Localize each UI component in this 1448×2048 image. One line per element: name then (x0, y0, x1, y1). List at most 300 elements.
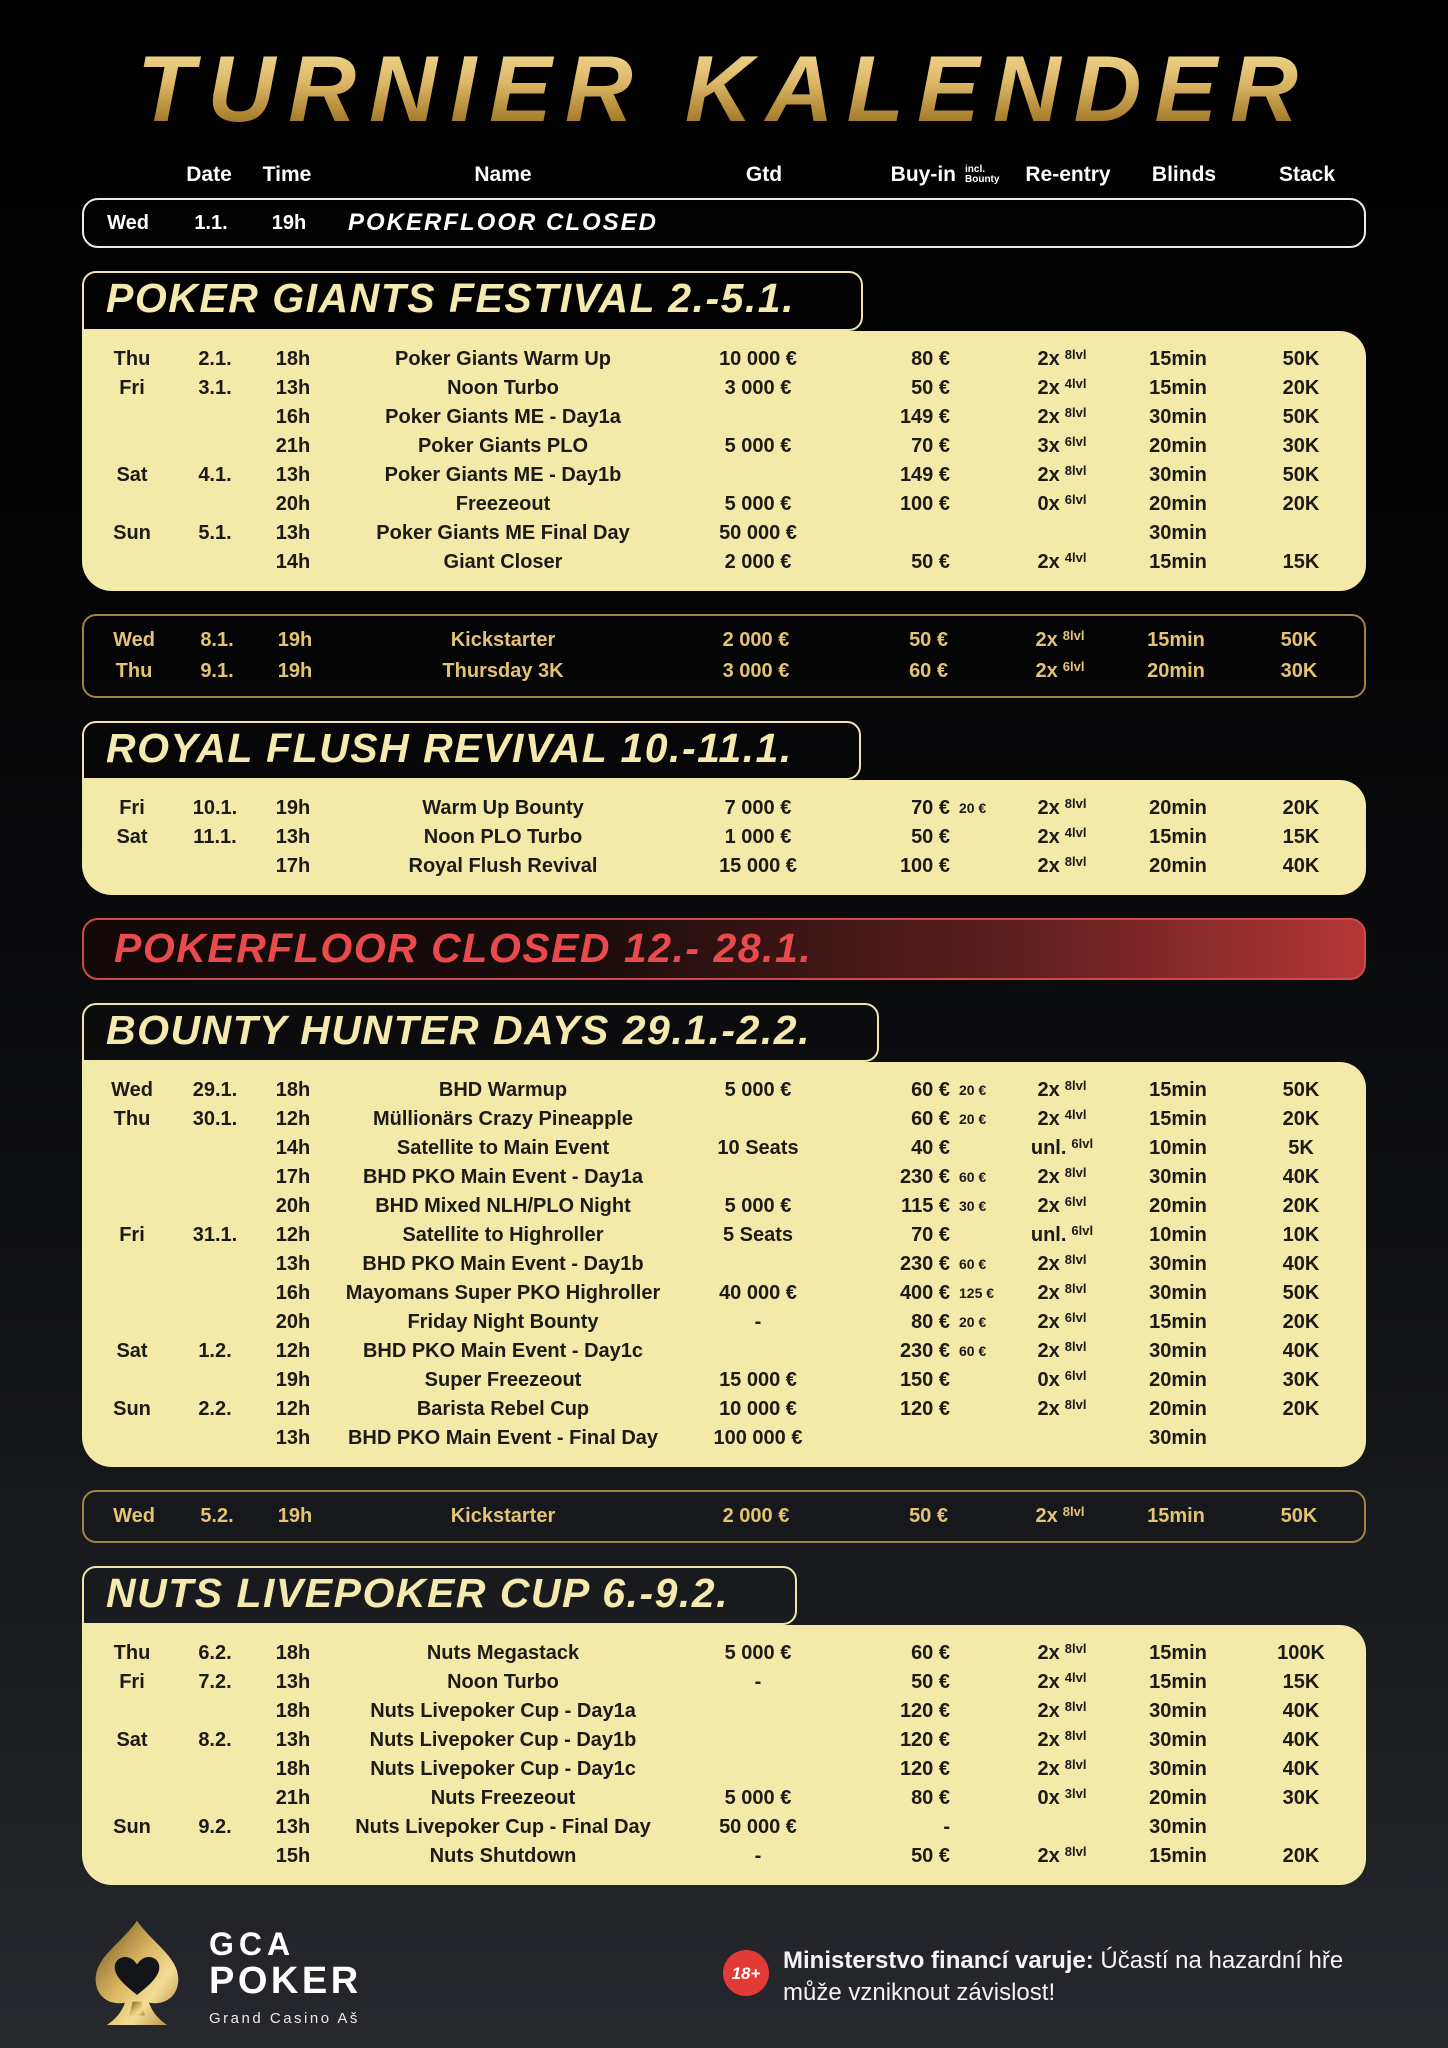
cell-blinds: 15min (1147, 628, 1205, 651)
cell-buyin: 70 € (911, 1223, 950, 1246)
col-header-buyin-note (958, 165, 1016, 185)
cell-buyin: - (943, 1815, 950, 1838)
table-row (88, 461, 1360, 490)
cell-reentry (1010, 1137, 1114, 1160)
cell-stack: 20K (1282, 1844, 1320, 1867)
cell-stack: 40K (1282, 1728, 1320, 1751)
cell-time: 20h (275, 492, 311, 515)
buyin-note-line2: Bounty (965, 174, 1000, 186)
reentry-level-limit: 8lvl (1064, 1251, 1087, 1267)
cell-reentry (1010, 493, 1114, 516)
cell-buyin: 70 € (911, 434, 950, 457)
table-row (88, 1250, 1360, 1279)
cell-time: 14h (275, 550, 311, 573)
reentry-level-limit: 6lvl (1064, 1193, 1087, 1209)
cell-buyin: 50 € (911, 1670, 950, 1693)
cell-date: 9.2. (198, 1815, 232, 1838)
cell-gtd: 50 000 € (719, 1815, 797, 1838)
cell-blinds: 20min (1149, 1194, 1207, 1217)
cell-blinds: 20min (1149, 1786, 1207, 1809)
table-row (88, 432, 1360, 461)
cell-time: 18h (275, 1699, 311, 1722)
cell-stack: 20K (1282, 796, 1320, 819)
cell-time: 13h (275, 1728, 311, 1751)
blocks (82, 198, 1366, 1884)
reentry-multiplier: 2x (1037, 1078, 1060, 1101)
reentry-level-limit: 6lvl (1064, 433, 1087, 449)
cell-name: BHD Warmup (438, 1078, 568, 1101)
cell-blinds: 30min (1149, 1281, 1207, 1304)
cell-buyin: 50 € (911, 550, 950, 573)
cell-time: 19h (271, 211, 307, 234)
cell-stack: 50K (1282, 1281, 1320, 1304)
reentry-level-limit: 8lvl (1064, 1640, 1087, 1656)
reentry-level-limit: 8lvl (1064, 1698, 1087, 1714)
cell-gtd: 5 000 € (724, 492, 792, 515)
cell-reentry (1010, 377, 1114, 400)
cell-blinds: 10min (1149, 1223, 1207, 1246)
cell-blinds: 15min (1149, 1107, 1207, 1130)
cell-time: 13h (275, 1252, 311, 1275)
cell-name: BHD Mixed NLH/PLO Night (375, 1194, 631, 1217)
cell-buyin: 50 € (911, 376, 950, 399)
cell-blinds: 30min (1149, 463, 1207, 486)
cell-gtd: 10 Seats (717, 1136, 799, 1159)
cell-name: Super Freezeout (424, 1368, 582, 1391)
cell-reentry (1010, 1845, 1114, 1868)
cell-stack: 40K (1282, 1757, 1320, 1780)
cell-buyin: 80 € (911, 1786, 950, 1809)
cell-reentry (1010, 1671, 1114, 1694)
cell-stack: 15K (1282, 825, 1320, 848)
table-row (88, 823, 1360, 852)
cell-buyin: 149 € (899, 405, 950, 428)
table-row (88, 1279, 1360, 1308)
table-row (88, 852, 1360, 881)
cell-blinds: 20min (1149, 492, 1207, 515)
cell-stack: 30K (1282, 434, 1320, 457)
festival-header-title: POKER GIANTS FESTIVAL 2.-5.1. (106, 275, 795, 322)
cell-buyin: 120 € (899, 1757, 950, 1780)
col-header-reentry: Re-entry (1025, 163, 1111, 187)
cell-stack: 40K (1282, 854, 1320, 877)
reentry-multiplier: 2x (1037, 1310, 1060, 1333)
cell-stack: 40K (1282, 1165, 1320, 1188)
cell-blinds: 15min (1149, 1670, 1207, 1693)
cell-time: 20h (275, 1194, 311, 1217)
cell-time: 13h (275, 463, 311, 486)
cell-reentry (1010, 826, 1114, 849)
reentry-level-limit: 8lvl (1064, 1756, 1087, 1772)
reentry-multiplier: 2x (1037, 1165, 1060, 1188)
cell-buyin: 40 € (911, 1136, 950, 1159)
logo-text (209, 1928, 362, 2026)
content (82, 158, 1366, 1884)
cell-name: Mayomans Super PKO Highroller (345, 1281, 661, 1304)
warning-text-bold: Ministerstvo financí varuje: (783, 1947, 1094, 1975)
cell-reentry (1010, 464, 1114, 487)
cell-buyin: 50 € (909, 1504, 948, 1527)
cell-reentry (1010, 1195, 1114, 1218)
reentry-level-limit: 6lvl (1071, 1222, 1094, 1238)
cell-reentry (1010, 797, 1114, 820)
reentry-level-limit: 8lvl (1064, 404, 1087, 420)
spade-heart-logo-icon (85, 1919, 189, 2036)
cell-time: 16h (275, 1281, 311, 1304)
pokerfloor-closed-banner (82, 918, 1366, 980)
cell-stack: 40K (1282, 1339, 1320, 1362)
cell-bounty-amount: 60 € (959, 1169, 987, 1186)
cell-day: Thu (115, 659, 153, 682)
cell-stack: 30K (1282, 1786, 1320, 1809)
cell-name: Friday Night Bounty (407, 1310, 599, 1333)
table-row (88, 1668, 1360, 1697)
reentry-multiplier: unl. (1030, 1136, 1067, 1159)
reentry-multiplier: 2x (1037, 1641, 1060, 1664)
festival-table (82, 331, 1366, 591)
cell-day: Sun (113, 1397, 151, 1420)
cell-buyin: 230 € (899, 1165, 950, 1188)
cell-stack: 40K (1282, 1252, 1320, 1275)
cell-name: Barista Rebel Cup (416, 1397, 590, 1420)
reentry-multiplier: 2x (1037, 1339, 1060, 1362)
reentry-level-limit: 6lvl (1062, 658, 1085, 674)
cell-gtd: 15 000 € (719, 854, 797, 877)
cell-date: 8.1. (200, 628, 234, 651)
cell-time: 13h (275, 376, 311, 399)
cell-reentry (1010, 1311, 1114, 1334)
cell-buyin: 70 € (911, 796, 950, 819)
cell-stack: 50K (1282, 463, 1320, 486)
reentry-level-limit: 4lvl (1064, 1669, 1087, 1685)
cell-name: Nuts Livepoker Cup - Final Day (355, 1815, 651, 1838)
cell-buyin: 400 € (899, 1281, 950, 1304)
cell-name: Noon Turbo (447, 1670, 559, 1693)
cell-reentry (1010, 1787, 1114, 1810)
col-header-time: Time (262, 163, 312, 187)
cell-bounty-amount: 20 € (959, 1082, 987, 1099)
reentry-level-limit: 8lvl (1064, 1164, 1087, 1180)
cell-time: 15h (275, 1844, 311, 1867)
cell-name: Nuts Freezeout (430, 1786, 576, 1809)
cell-name: BHD PKO Main Event - Day1c (362, 1339, 644, 1362)
festival-section (82, 1566, 1366, 1885)
cell-name: Nuts Livepoker Cup - Day1a (370, 1699, 636, 1722)
kickstarter-rows-panel (82, 1490, 1366, 1543)
reentry-level-limit: 8lvl (1064, 1843, 1087, 1859)
table-row (88, 1639, 1360, 1668)
page-title: TURNIER KALENDER (0, 46, 1448, 132)
table-row (88, 1842, 1360, 1871)
cell-name: Noon PLO Turbo (423, 825, 583, 848)
cell-time: 19h (275, 1368, 311, 1391)
col-header-date: Date (186, 163, 232, 187)
reentry-multiplier: 2x (1035, 628, 1058, 651)
cell-time: 18h (275, 1641, 311, 1664)
table-row (88, 1192, 1360, 1221)
cell-date: 4.1. (198, 463, 232, 486)
festival-header-title: ROYAL FLUSH REVIVAL 10.-11.1. (106, 724, 793, 771)
reentry-multiplier: 0x (1037, 1368, 1060, 1391)
cell-reentry (1010, 1642, 1114, 1665)
cell-blinds: 20min (1147, 659, 1205, 682)
cell-buyin: 50 € (909, 628, 948, 651)
cell-buyin: 60 € (911, 1107, 950, 1130)
col-header-gtd: Gtd (745, 163, 783, 187)
cell-name: BHD PKO Main Event - Final Day (347, 1426, 659, 1449)
cell-blinds: 30min (1149, 1815, 1207, 1838)
cell-gtd: 5 Seats (722, 1223, 794, 1246)
cell-day: Fri (119, 1223, 145, 1246)
cell-gtd: 10 000 € (719, 347, 797, 370)
cell-name: Nuts Megastack (426, 1641, 580, 1664)
table-row (88, 1076, 1360, 1105)
cell-reentry (1010, 1166, 1114, 1189)
cell-blinds: 15min (1149, 376, 1207, 399)
cell-time: 13h (275, 825, 311, 848)
cell-time: 18h (275, 1757, 311, 1780)
cell-time: 14h (275, 1136, 311, 1159)
cell-gtd: 3 000 € (722, 659, 790, 682)
festival-header (82, 1566, 797, 1625)
cell-stack: 50K (1282, 1078, 1320, 1101)
cell-day: Fri (119, 796, 145, 819)
cell-reentry (1010, 1758, 1114, 1781)
reentry-level-limit: 4lvl (1064, 1106, 1087, 1122)
cell-date: 1.2. (198, 1339, 232, 1362)
cell-name: Satellite to Main Event (396, 1136, 610, 1159)
festival-header-title: BOUNTY HUNTER DAYS 29.1.-2.2. (106, 1006, 811, 1053)
cell-reentry (1010, 1340, 1114, 1363)
cell-date: 11.1. (193, 825, 237, 848)
cell-stack: 10K (1282, 1223, 1320, 1246)
cell-buyin: 60 € (909, 659, 948, 682)
cell-blinds: 20min (1149, 796, 1207, 819)
cell-blinds: 20min (1149, 434, 1207, 457)
cell-buyin: 60 € (911, 1078, 950, 1101)
reentry-multiplier: 2x (1037, 1670, 1060, 1693)
cell-gtd: 1 000 € (724, 825, 792, 848)
cell-name: Poker Giants ME - Day1b (384, 463, 622, 486)
cell-blinds: 30min (1149, 1165, 1207, 1188)
cell-gtd: 50 000 € (719, 521, 797, 544)
cell-time: 12h (275, 1223, 311, 1246)
cell-date: 1.1. (194, 211, 228, 234)
cell-gtd: 2 000 € (724, 550, 792, 573)
cell-name: Poker Giants PLO (417, 434, 589, 457)
cell-time: 21h (275, 1786, 311, 1809)
col-header-blinds: Blinds (1151, 163, 1217, 187)
table-row (88, 1395, 1360, 1424)
cell-reentry (1010, 855, 1114, 878)
reentry-level-limit: 3lvl (1064, 1785, 1087, 1801)
cell-blinds: 30min (1149, 521, 1207, 544)
cell-date: 31.1. (192, 1223, 238, 1246)
cell-stack: 30K (1280, 659, 1318, 682)
cell-name: Poker Giants Warm Up (395, 347, 611, 370)
logo-casino-line: Grand Casino Aš (209, 2010, 360, 2027)
reentry-multiplier: 2x (1037, 1194, 1060, 1217)
footer (85, 1919, 1363, 2036)
cell-day: Thu (113, 1107, 151, 1130)
cell-time: 13h (275, 1426, 311, 1449)
cell-day: Sat (116, 825, 148, 848)
cell-stack: 20K (1282, 1107, 1320, 1130)
reentry-level-limit: 8lvl (1064, 1396, 1087, 1412)
cell-day: Sat (116, 1728, 148, 1751)
cell-buyin: 80 € (911, 347, 950, 370)
reentry-multiplier: 2x (1037, 1699, 1060, 1722)
reentry-multiplier: 2x (1037, 550, 1060, 573)
cell-name: Warm Up Bounty (422, 796, 584, 819)
cell-reentry (1010, 551, 1114, 574)
reentry-level-limit: 8lvl (1062, 1503, 1085, 1519)
cell-stack: 50K (1282, 347, 1320, 370)
cell-blinds: 30min (1149, 1728, 1207, 1751)
cell-buyin: 149 € (899, 463, 950, 486)
cell-stack: 5K (1288, 1136, 1314, 1159)
cell-gtd: - (754, 1670, 762, 1693)
warning-text (783, 1945, 1363, 2008)
reentry-level-limit: 8lvl (1064, 346, 1087, 362)
festival-header (82, 721, 861, 780)
table-row (88, 1697, 1360, 1726)
festival-section (82, 1003, 1366, 1467)
reentry-multiplier: 2x (1037, 854, 1060, 877)
festival-header (82, 271, 863, 330)
reentry-level-limit: 4lvl (1064, 824, 1087, 840)
table-row (88, 1813, 1360, 1842)
reentry-multiplier: 2x (1037, 1252, 1060, 1275)
cell-blinds: 30min (1149, 1252, 1207, 1275)
cell-date: 9.1. (200, 659, 234, 682)
reentry-level-limit: 8lvl (1064, 1280, 1087, 1296)
cell-buyin: 120 € (899, 1397, 950, 1420)
table-row (88, 1366, 1360, 1395)
festival-section (82, 721, 1366, 895)
reentry-level-limit: 8lvl (1064, 462, 1087, 478)
cell-date: 6.2. (198, 1641, 232, 1664)
cell-blinds: 20min (1149, 1368, 1207, 1391)
cell-blinds: 15min (1149, 825, 1207, 848)
age-18-badge: 18+ (723, 1950, 769, 1996)
cell-time: 18h (275, 1078, 311, 1101)
cell-name: Nuts Shutdown (429, 1844, 577, 1867)
festival-table (82, 780, 1366, 895)
cell-time: 12h (275, 1107, 311, 1130)
cell-stack: 100K (1277, 1641, 1325, 1664)
warning-text-rest: Účastí na hazardní hře může vzniknout závislost! (783, 1947, 1344, 2007)
cell-bounty-amount: 20 € (959, 1111, 987, 1128)
table-row (88, 548, 1360, 577)
cell-time: 20h (275, 1310, 311, 1333)
cell-date: 2.2. (198, 1397, 232, 1420)
cell-gtd: 5 000 € (724, 1786, 792, 1809)
logo-poker-line: POKER (209, 1960, 362, 2003)
cell-reentry (1008, 660, 1112, 683)
cell-reentry (1010, 1398, 1114, 1421)
logo-gca-line: GCA (209, 1926, 296, 1963)
cell-blinds: 15min (1149, 550, 1207, 573)
cell-day: Fri (119, 1670, 145, 1693)
table-row (88, 1755, 1360, 1784)
cell-stack: 15K (1282, 1670, 1320, 1693)
cell-blinds: 15min (1149, 347, 1207, 370)
festival-header-title: NUTS LIVEPOKER CUP 6.-9.2. (106, 1569, 729, 1616)
reentry-level-limit: 6lvl (1064, 1309, 1087, 1325)
cell-day: Wed (113, 628, 155, 651)
col-header-stack: Stack (1278, 163, 1336, 187)
cell-gtd: 100 000 € (713, 1426, 803, 1449)
reentry-multiplier: 2x (1035, 659, 1058, 682)
cell-name: Kickstarter (450, 1504, 556, 1527)
cell-buyin: 60 € (911, 1641, 950, 1664)
cell-gtd: 10 000 € (719, 1397, 797, 1420)
cell-blinds: 30min (1149, 1339, 1207, 1362)
cell-gtd: 5 000 € (724, 1078, 792, 1101)
cell-bounty-amount: 20 € (959, 800, 987, 817)
reentry-level-limit: 4lvl (1064, 375, 1087, 391)
cell-bounty-amount: 20 € (959, 1314, 987, 1331)
reentry-multiplier: 2x (1037, 825, 1060, 848)
cell-reentry (1010, 1224, 1114, 1247)
cell-date: 29.1. (192, 1078, 238, 1101)
reentry-level-limit: 6lvl (1071, 1135, 1094, 1151)
cell-reentry (1008, 1505, 1112, 1528)
cell-name: BHD PKO Main Event - Day1b (362, 1252, 644, 1275)
reentry-multiplier: 2x (1037, 405, 1060, 428)
cell-name: Poker Giants ME Final Day (376, 521, 630, 544)
cell-blinds: 15min (1147, 1504, 1205, 1527)
cell-reentry (1010, 348, 1114, 371)
cell-bounty-amount: 30 € (959, 1198, 987, 1215)
reentry-level-limit: 8lvl (1062, 627, 1085, 643)
cell-name: BHD PKO Main Event - Day1a (362, 1165, 644, 1188)
cell-stack: 15K (1282, 550, 1320, 573)
reentry-multiplier: 2x (1037, 1397, 1060, 1420)
cell-time: 18h (275, 347, 311, 370)
cell-day: Wed (111, 1078, 153, 1101)
pokerfloor-closed-row (82, 198, 1366, 248)
col-header-buyin: Buy-in (890, 163, 956, 187)
cell-blinds: 30min (1149, 1699, 1207, 1722)
cell-blinds: 20min (1149, 854, 1207, 877)
cell-date: 7.2. (198, 1670, 232, 1693)
table-row (88, 374, 1360, 403)
table-row (88, 1105, 1360, 1134)
cell-gtd: 40 000 € (719, 1281, 797, 1304)
cell-blinds: 30min (1149, 405, 1207, 428)
cell-buyin: 80 € (911, 1310, 950, 1333)
cell-date: 5.2. (200, 1504, 234, 1527)
reentry-multiplier: 2x (1037, 1107, 1060, 1130)
table-row (88, 1726, 1360, 1755)
reentry-level-limit: 6lvl (1064, 491, 1087, 507)
cell-name: Kickstarter (450, 628, 556, 651)
cell-gtd: 5 000 € (724, 1194, 792, 1217)
cell-time: 17h (275, 854, 311, 877)
reentry-multiplier: 2x (1037, 1844, 1060, 1867)
cell-time: 16h (275, 405, 311, 428)
reentry-level-limit: 8lvl (1064, 1727, 1087, 1743)
cell-day: Thu (113, 1641, 151, 1664)
cell-buyin: 100 € (899, 854, 950, 877)
reentry-level-limit: 8lvl (1064, 1077, 1087, 1093)
cell-date: 8.2. (198, 1728, 232, 1751)
reentry-multiplier: 2x (1037, 796, 1060, 819)
cell-reentry (1010, 1700, 1114, 1723)
cell-time: 21h (275, 434, 311, 457)
